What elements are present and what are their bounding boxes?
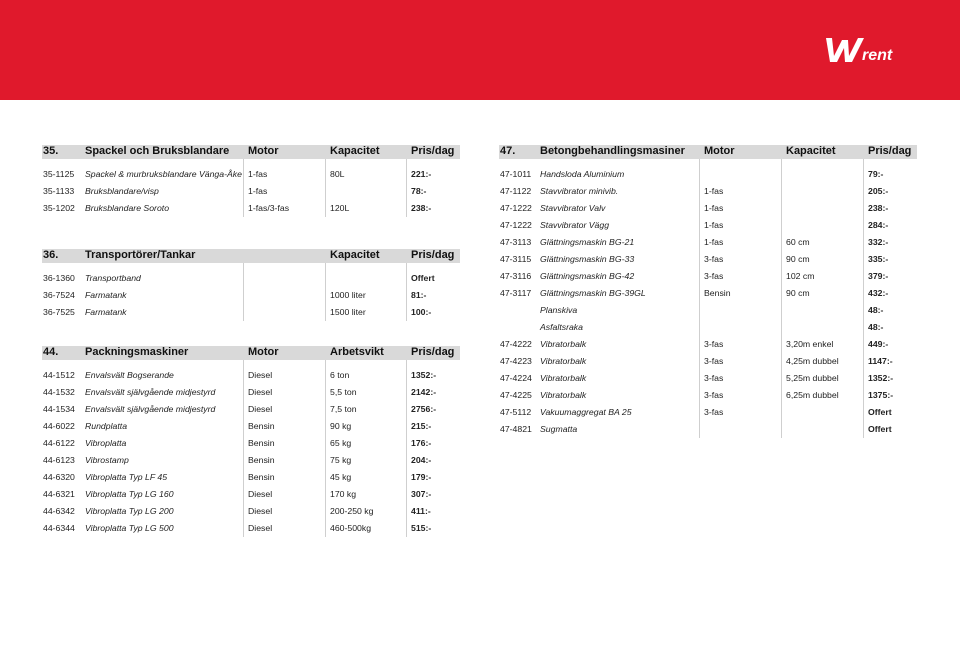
- item-price: 48:-: [868, 305, 884, 315]
- item-motor: Diesel: [248, 489, 273, 499]
- item-capacity: 102 cm: [786, 271, 815, 281]
- column-divider: [243, 263, 244, 321]
- item-motor: Bensin: [248, 421, 275, 431]
- item-price: 205:-: [868, 186, 889, 196]
- item-price: 1352:-: [411, 370, 437, 380]
- item-price: 411:-: [411, 506, 431, 516]
- item-code: 44-6122: [43, 438, 75, 448]
- table-row: [42, 304, 460, 321]
- item-price: 215:-: [411, 421, 432, 431]
- item-capacity: 75 kg: [330, 455, 352, 465]
- section-number: 35.: [43, 145, 59, 157]
- item-name: Glättningsmaskin BG-42: [540, 271, 635, 281]
- header-price: Pris/dag: [868, 145, 912, 157]
- column-divider: [325, 263, 326, 321]
- item-capacity: 6,25m dubbel: [786, 390, 839, 400]
- header-motor: Motor: [704, 145, 735, 157]
- table-row: [499, 353, 917, 370]
- item-price: 432:-: [868, 288, 889, 298]
- item-price: 335:-: [868, 254, 889, 264]
- item-motor: Diesel: [248, 370, 273, 380]
- table-row: [499, 387, 917, 404]
- table-row: [499, 268, 917, 285]
- item-name: Stavvibrator minivib.: [540, 186, 619, 196]
- item-code: 44-6022: [43, 421, 75, 431]
- item-name: Bruksblandare Soroto: [85, 203, 170, 213]
- item-code: 44-1532: [43, 387, 75, 397]
- item-code: 47-1011: [500, 169, 532, 179]
- item-name: Vibroplatta Typ LG 200: [85, 506, 174, 516]
- column-divider: [325, 159, 326, 217]
- item-name: Vibroplatta Typ LG 160: [85, 489, 174, 499]
- item-price: 1147:-: [868, 356, 893, 366]
- item-name: Glättningsmaskin BG-39GL: [540, 288, 646, 298]
- item-name: Stavvibrator Vägg: [540, 220, 610, 230]
- item-name: Sugmatta: [540, 424, 578, 434]
- item-price: 1375:-: [868, 390, 894, 400]
- table-row: [499, 302, 917, 319]
- item-motor: Bensin: [248, 438, 275, 448]
- item-motor: 3-fas: [704, 407, 724, 417]
- item-price: 379:-: [868, 271, 889, 281]
- item-motor: 1-fas: [704, 220, 724, 230]
- item-code: 47-4225: [500, 390, 532, 400]
- svg-text:rent: rent: [862, 47, 893, 64]
- table-row: [42, 435, 460, 452]
- header-banner: [0, 0, 960, 100]
- table-row: [42, 367, 460, 384]
- item-name: Transportband: [85, 273, 141, 283]
- item-code: 44-6342: [43, 506, 75, 516]
- item-capacity: 3,20m enkel: [786, 339, 834, 349]
- item-code: 47-4222: [500, 339, 532, 349]
- item-motor: 3-fas: [704, 356, 724, 366]
- item-capacity: 460-500kg: [330, 523, 372, 533]
- item-name: Bruksblandare/visp: [85, 186, 159, 196]
- header-capacity: Kapacitet: [786, 145, 836, 157]
- item-price: 79:-: [868, 169, 884, 179]
- item-capacity: 90 cm: [786, 254, 810, 264]
- item-name: Vibratorbalk: [540, 390, 587, 400]
- section-header: [42, 145, 460, 159]
- header-price: Pris/dag: [411, 249, 455, 261]
- item-code: 44-1512: [43, 370, 75, 380]
- table-row: [499, 370, 917, 387]
- table-row: [42, 418, 460, 435]
- column-divider: [699, 159, 700, 438]
- table-row: [499, 404, 917, 421]
- table-row: [499, 319, 917, 336]
- item-price: 48:-: [868, 322, 884, 332]
- item-price: 2142:-: [411, 387, 437, 397]
- item-price: 515:-: [411, 523, 432, 533]
- column-divider: [325, 360, 326, 537]
- item-motor: 3-fas: [704, 339, 724, 349]
- item-price: Offert: [411, 273, 435, 283]
- item-code: 47-1122: [500, 186, 532, 196]
- table-row: [42, 503, 460, 520]
- section-rows: [42, 367, 460, 537]
- section-rows: [499, 166, 917, 438]
- item-name: Vibratorbalk: [540, 373, 587, 383]
- table-row: [42, 469, 460, 486]
- table-row: [42, 452, 460, 469]
- item-code: 35-1202: [43, 203, 75, 213]
- item-motor: Diesel: [248, 404, 273, 414]
- section-number: 36.: [43, 249, 59, 261]
- item-motor: 3-fas: [704, 390, 724, 400]
- table-row: [42, 486, 460, 503]
- header-capacity: Arbetsvikt: [330, 346, 384, 358]
- item-price: 2756:-: [411, 404, 437, 414]
- item-motor: 1-fas: [248, 169, 268, 179]
- section-header: [42, 249, 460, 263]
- item-price: 204:-: [411, 455, 432, 465]
- column-divider: [243, 360, 244, 537]
- item-code: 35-1125: [43, 169, 75, 179]
- item-price: 332:-: [868, 237, 889, 247]
- price-section: [499, 145, 917, 438]
- item-motor: Diesel: [248, 387, 273, 397]
- table-row: [42, 384, 460, 401]
- section-title: Betongbehandlingsmasiner: [540, 145, 685, 157]
- item-capacity: 7,5 ton: [330, 404, 357, 414]
- item-code: 36-7524: [43, 290, 75, 300]
- item-name: Asfaltsraka: [540, 322, 583, 332]
- item-code: 44-1534: [43, 404, 75, 414]
- item-code: 44-6344: [43, 523, 75, 533]
- item-name: Vibratorbalk: [540, 339, 587, 349]
- item-price: 284:-: [868, 220, 889, 230]
- item-name: Vakuumaggregat BA 25: [540, 407, 632, 417]
- item-code: 47-4223: [500, 356, 532, 366]
- column-divider: [406, 159, 407, 217]
- item-name: Envalsvält självgående midjestyrd: [85, 387, 216, 397]
- item-code: 44-6321: [43, 489, 75, 499]
- item-code: 47-1222: [500, 203, 532, 213]
- item-price: 81:-: [411, 290, 427, 300]
- section-title: Spackel och Bruksblandare: [85, 145, 230, 157]
- item-price: 100:-: [411, 307, 432, 317]
- item-capacity: 6 ton: [330, 370, 350, 380]
- item-code: 47-4821: [500, 424, 532, 434]
- table-row: [42, 520, 460, 537]
- item-price: 449:-: [868, 339, 889, 349]
- item-price: Offert: [868, 424, 892, 434]
- column-divider: [863, 159, 864, 438]
- item-capacity: 200-250 kg: [330, 506, 374, 516]
- price-section: [42, 346, 460, 537]
- header-motor: Motor: [248, 145, 279, 157]
- item-name: Planskiva: [540, 305, 578, 315]
- header-capacity: Kapacitet: [330, 249, 380, 261]
- item-capacity: 5,5 ton: [330, 387, 357, 397]
- section-number: 44.: [43, 346, 59, 358]
- table-row: [42, 401, 460, 418]
- item-price: 1352:-: [868, 373, 894, 383]
- column-divider: [781, 159, 782, 438]
- item-name: Vibrostamp: [85, 455, 129, 465]
- item-motor: 3-fas: [704, 254, 724, 264]
- item-code: 47-3113: [500, 237, 532, 247]
- section-number: 47.: [500, 145, 516, 157]
- item-name: Envalsvält Bogserande: [85, 370, 174, 380]
- item-code: 44-6320: [43, 472, 75, 482]
- item-capacity: 5,25m dubbel: [786, 373, 839, 383]
- item-motor: Diesel: [248, 523, 273, 533]
- item-price: Offert: [868, 407, 892, 417]
- item-code: 47-1222: [500, 220, 532, 230]
- table-row: [499, 217, 917, 234]
- item-capacity: 45 kg: [330, 472, 352, 482]
- table-row: [42, 270, 460, 287]
- section-rows: [42, 166, 460, 217]
- column-divider: [406, 360, 407, 537]
- item-motor: Bensin: [248, 472, 275, 482]
- item-name: Stavvibrator Valv: [540, 203, 606, 213]
- item-name: Envalsvält självgående midjestyrd: [85, 404, 216, 414]
- item-motor: 3-fas: [704, 271, 724, 281]
- header-price: Pris/dag: [411, 145, 455, 157]
- item-motor: 1-fas: [248, 186, 268, 196]
- item-price: 238:-: [868, 203, 889, 213]
- item-capacity: 90 cm: [786, 288, 810, 298]
- header-capacity: Kapacitet: [330, 145, 380, 157]
- item-motor: 3-fas: [704, 373, 724, 383]
- item-motor: 1-fas: [704, 203, 724, 213]
- item-capacity: 60 cm: [786, 237, 810, 247]
- item-motor: 1-fas/3-fas: [248, 203, 290, 213]
- section-title: Transportörer/Tankar: [85, 249, 196, 261]
- table-row: [499, 421, 917, 438]
- item-code: 47-3115: [500, 254, 532, 264]
- table-row: [42, 200, 460, 217]
- item-name: Farmatank: [85, 307, 127, 317]
- section-header: [499, 145, 917, 159]
- item-motor: 1-fas: [704, 237, 724, 247]
- item-code: 47-4224: [500, 373, 532, 383]
- item-name: Handsloda Aluminium: [540, 169, 625, 179]
- item-name: Vibroplatta Typ LF 45: [85, 472, 168, 482]
- section-title: Packningsmaskiner: [85, 346, 189, 358]
- item-capacity: 4,25m dubbel: [786, 356, 839, 366]
- header-motor: Motor: [248, 346, 279, 358]
- item-price: 179:-: [411, 472, 432, 482]
- item-name: Farmatank: [85, 290, 127, 300]
- table-row: [499, 200, 917, 217]
- item-motor: Diesel: [248, 506, 273, 516]
- item-name: Rundplatta: [85, 421, 128, 431]
- item-motor: Bensin: [248, 455, 275, 465]
- item-price: 238:-: [411, 203, 432, 213]
- table-row: [499, 336, 917, 353]
- table-row: [42, 183, 460, 200]
- section-header: [42, 346, 460, 360]
- item-capacity: 80L: [330, 169, 345, 179]
- section-rows: [42, 270, 460, 321]
- table-row: [499, 183, 917, 200]
- header-price: Pris/dag: [411, 346, 455, 358]
- item-capacity: 120L: [330, 203, 350, 213]
- item-name: Vibroplatta: [85, 438, 127, 448]
- item-name: Glättningsmaskin BG-21: [540, 237, 635, 247]
- item-name: Glättningsmaskin BG-33: [540, 254, 635, 264]
- table-row: [42, 166, 460, 183]
- item-name: Vibroplatta Typ LG 500: [85, 523, 174, 533]
- item-capacity: 170 kg: [330, 489, 357, 499]
- table-row: [499, 166, 917, 183]
- table-row: [499, 251, 917, 268]
- column-divider: [406, 263, 407, 321]
- item-code: 36-1360: [43, 273, 75, 283]
- item-capacity: 1500 liter: [330, 307, 366, 317]
- item-price: 221:-: [411, 169, 432, 179]
- wrent-logo: [822, 30, 922, 70]
- column-divider: [243, 159, 244, 217]
- item-code: 44-6123: [43, 455, 75, 465]
- item-code: 35-1133: [43, 186, 75, 196]
- table-row: [42, 287, 460, 304]
- item-motor: 1-fas: [704, 186, 724, 196]
- item-price: 307:-: [411, 489, 432, 499]
- item-capacity: 65 kg: [330, 438, 352, 448]
- item-capacity: 90 kg: [330, 421, 352, 431]
- item-name: Spackel & murbruksblandare Vänga-Åke: [85, 169, 242, 179]
- price-section: [42, 249, 460, 321]
- item-name: Vibratorbalk: [540, 356, 587, 366]
- item-price: 78:-: [411, 186, 427, 196]
- item-code: 47-3117: [500, 288, 532, 298]
- price-section: [42, 145, 460, 217]
- item-code: 47-5112: [500, 407, 532, 417]
- table-row: [499, 285, 917, 302]
- item-capacity: 1000 liter: [330, 290, 366, 300]
- item-price: 176:-: [411, 438, 432, 448]
- table-row: [499, 234, 917, 251]
- item-code: 47-3116: [500, 271, 532, 281]
- item-code: 36-7525: [43, 307, 75, 317]
- item-motor: Bensin: [704, 288, 731, 298]
